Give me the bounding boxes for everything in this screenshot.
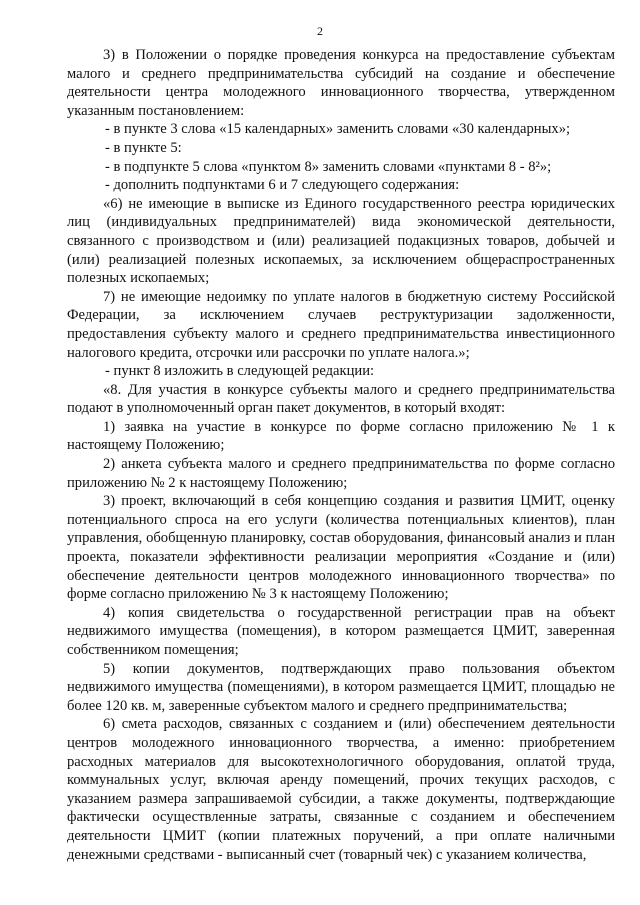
paragraph: - дополнить подпунктами 6 и 7 следующего содержания: — [105, 177, 460, 194]
paragraph: «8. Для участия в конкурсе субъекты малого и среднего предпринимательства подают в уполномоченный орган пакет документов, в который входят: — [67, 381, 615, 417]
page-number: 2 — [317, 24, 323, 38]
paragraph: - в подпункте 5 слова «пунктом 8» заменить словами «пунктами 8 - 8²»; — [105, 158, 552, 175]
paragraph: 1) заявка на участие в конкурсе по форме согласно приложению № 1 к настоящему Положению; — [67, 418, 615, 454]
paragraph: 3) в Положении о порядке проведения конкурса на предоставление субъектам малого и среднего предпринимательства субсидий на создание и обеспечение деятельности центра молодежного инновационного творчества, утвержденном указанным постановлением: — [67, 47, 615, 119]
paragraph: 2) анкета субъекта малого и среднего предпринимательства по форме согласно приложению № 2 к настоящему Положению; — [67, 456, 615, 491]
paragraph: - в пункте 3 слова «15 календарных» заменить словами «30 календарных»; — [105, 121, 571, 138]
paragraph: 6) смета расходов, связанных с созданием и (или) обеспечением деятельности центров молодежного инновационного творчества, а именно: приобретением расходных материалов для высокотехнологичного оборудования, оплатой труда, коммунальных услуг, включая аренду помещений, прочих текущих расходов, с указанием размера запрашиваемой субсидии, а также документы, подтверждающие фактически осуществленные затраты, связанные с созданием и обеспечением деятельности ЦМИТ (копии платежных поручений, а при оплате наличными денежными средствами - выписанный счет (товарный чек) с указанием количества, — [67, 716, 615, 863]
paragraph: 3) проект, включающий в себя концепцию создания и развития ЦМИТ, оценку потенциального спроса на его услуги (количества потенциальных клиентов), план управления, обобщенную планировку, состав оборудования, финансовый анализ и план проекта, показатели эффективности реализации мероприятия «Создание и (или) обеспечение деятельности центров молодежного инновационного творчества» по форме согласно приложению № 3 к настоящему Положению; — [67, 493, 615, 603]
paragraph: «6) не имеющие в выписке из Единого государственного реестра юридических лиц (индивидуальных предпринимателей) вида экономической деятельности, связанного с производством и (или) реализацией подакцизных товаров, добычей и (или) реализацией полезных ископаемых, за исключением общераспространенных полезных ископаемых; — [67, 195, 615, 287]
paragraph: - пункт 8 изложить в следующей редакции: — [105, 363, 375, 380]
paragraph: 7) не имеющие недоимку по уплате налогов в бюджетную систему Российской Федерации, за исключением случаев реструктуризации задолженности, предоставления субъекту малого и среднего предпринимательства инвестиционного налогового кредита, отсрочки или рассрочки по уплате налога.»; — [67, 288, 615, 361]
paragraph: 4) копия свидетельства о государственной регистрации прав на объект недвижимого имущества (помещения), в котором размещается ЦМИТ, заверенная собственником помещения; — [67, 604, 615, 658]
document-body — [67, 46, 615, 864]
paragraph: - в пункте 5: — [105, 139, 182, 156]
paragraph: 5) копии документов, подтверждающих право пользования объектом недвижимого имущества (помещениями), в котором размещается ЦМИТ, площадью не более 120 кв. м, заверенные субъектом малого и среднего предпринимательства; — [67, 660, 615, 714]
